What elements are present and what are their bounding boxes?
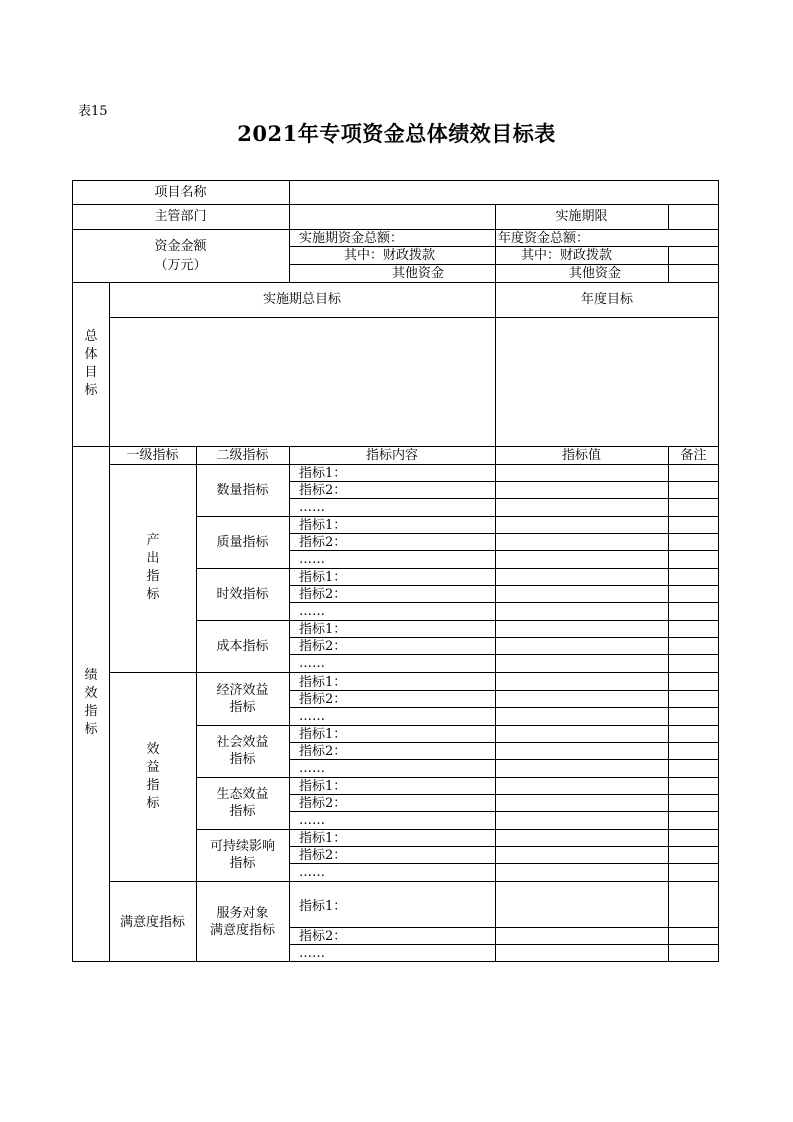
item-ellipsis: …… [299,656,325,671]
col-note: 备注 [680,448,707,463]
annual-goal-header: 年度目标 [580,292,633,307]
col-value: 指标值 [561,448,601,463]
item-1: 指标1： [299,899,347,914]
col-level1: 一级指标 [126,448,179,463]
item-ellipsis: …… [299,604,325,619]
period-fiscal-label: 其中：财政拨款 [344,248,436,263]
period-other-label: 其他资金 [392,266,445,281]
item-ellipsis: …… [299,709,325,724]
item-1: 指标1： [299,518,347,533]
item-1: 指标1： [299,570,347,585]
period-goal-header: 实施期总目标 [262,292,341,307]
item-1: 指标1： [299,727,347,742]
item-2: 指标2： [299,744,347,759]
item-2: 指标2： [299,587,347,602]
annual-total-label: 年度资金总额： [498,231,590,246]
item-2: 指标2： [299,796,347,811]
ecological-indicator: 生态效益 指标 [216,787,269,819]
col-content: 指标内容 [365,448,418,463]
item-ellipsis: …… [299,761,325,776]
service-satisfaction-indicator: 服务对象 满意度指标 [209,906,275,938]
annual-other-label: 其他资金 [569,266,622,281]
item-2: 指标2： [299,483,347,498]
item-ellipsis: …… [299,865,325,880]
item-2: 指标2： [299,692,347,707]
item-ellipsis: …… [299,552,325,567]
funds-label: 资金金额 [154,239,207,254]
item-2: 指标2： [299,848,347,863]
funds-unit: （万元） [154,258,207,273]
economic-indicator: 经济效益 指标 [216,683,269,715]
period-label: 实施期限 [555,209,608,224]
benefit-indicator-label: 效 益 指 标 [146,742,160,811]
item-1: 指标1： [299,779,347,794]
period-total-label: 实施期资金总额： [299,231,404,246]
timeliness-indicator: 时效指标 [216,587,269,602]
item-ellipsis: …… [299,946,325,961]
item-1: 指标1： [299,622,347,637]
output-indicator-label: 产 出 指 标 [146,533,160,602]
item-2: 指标2： [299,535,347,550]
indicators-label: 绩 效 指 标 [84,668,98,737]
cost-indicator: 成本指标 [216,639,269,654]
annual-fiscal-label: 其中：财政拨款 [521,248,613,263]
social-indicator: 社会效益 指标 [216,735,269,767]
item-2: 指标2： [299,929,347,944]
page-title: 2021年专项资金总体绩效目标表 [237,121,556,146]
quality-indicator: 质量指标 [216,535,269,550]
dept-label: 主管部门 [154,209,207,224]
quantity-indicator: 数量指标 [216,483,269,498]
col-level2: 二级指标 [216,448,269,463]
item-ellipsis: …… [299,500,325,515]
satisfaction-indicator-label: 满意度指标 [119,915,185,930]
sustainable-indicator: 可持续影响 指标 [209,839,275,871]
item-1: 指标1： [299,675,347,690]
table-number: 表15 [78,104,108,119]
item-1: 指标1： [299,466,347,481]
goals-label: 总 体 目 标 [84,329,98,398]
item-1: 指标1： [299,831,347,846]
item-ellipsis: …… [299,813,325,828]
item-2: 指标2： [299,639,347,654]
project-name-label: 项目名称 [154,185,207,200]
